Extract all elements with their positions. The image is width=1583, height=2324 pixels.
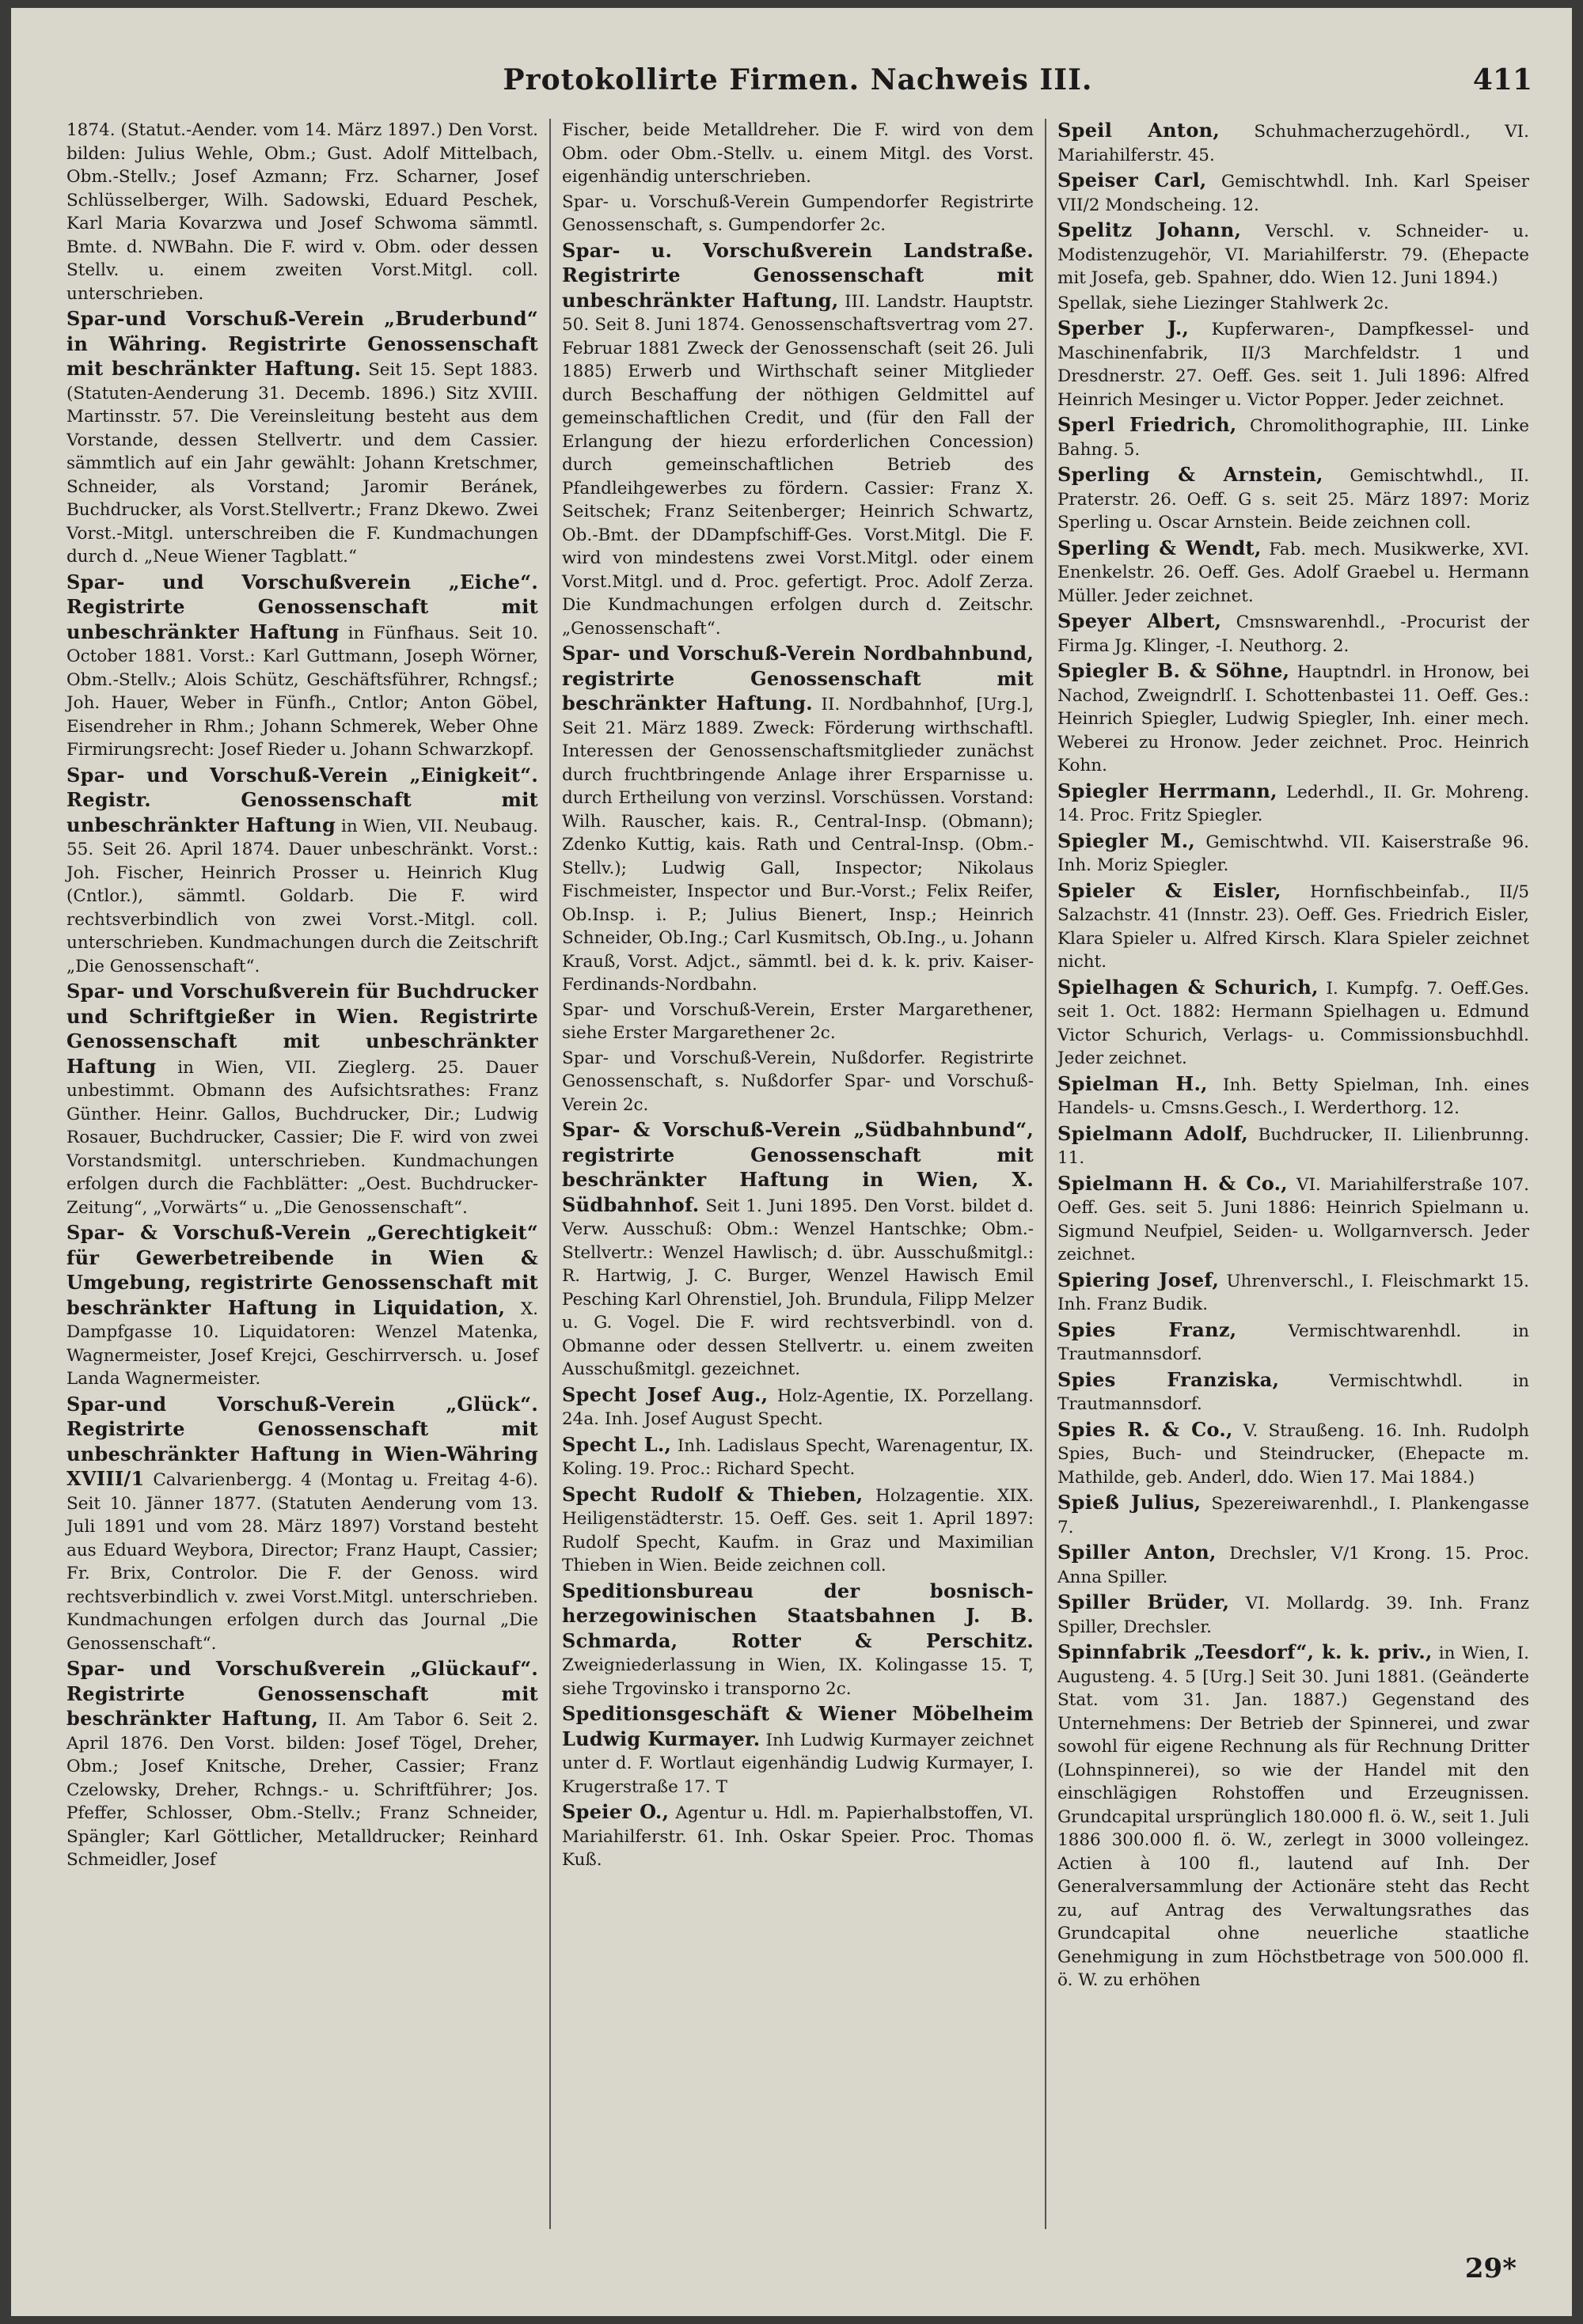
directory-entry — [66, 307, 538, 569]
directory-entry — [1057, 1590, 1529, 1639]
entry-text: Vermischtwhdl. in Trautmannsdorf. — [1057, 1371, 1529, 1414]
entry-headword: Spelitz Johann, — [1057, 218, 1242, 241]
entry-text: in Fünfhaus. Seit 10. October 1881. Vorst.: Karl Guttmann, Joseph Wörner, Obm.-Stellv.; Alois Schütz, Geschäftsführer, Rchngsf.; Joh. Hauer, Weber in Fünfh., Cntlor; Anton Göbel, Eisendreher in Rhm.; Johann Schmerek, Weber Ohne Firmirungsrecht: Josef Rieder u. Johann Schwarzkopf. — [66, 623, 538, 760]
directory-entry — [562, 1383, 1034, 1431]
entry-headword: Specht Josef Aug., — [562, 1382, 769, 1406]
entry-headword: Sperling & Arnstein, — [1057, 463, 1323, 486]
directory-entry — [1057, 169, 1529, 217]
entry-text: Hornfischbeinfab., II/5 Salzachstr. 41 (Innstr. 23). Oeff. Ges. Friedrich Eisler, Klara Spieler u. Alfred Kirsch. Klara Spieler zeichnet nicht. — [1057, 881, 1529, 972]
entry-text: Spar- u. Vorschuß-Verein Gumpendorfer Registrirte Genossenschaft, s. Gumpendorfer 2c. — [562, 191, 1034, 235]
entry-headword: Spiegler Herrmann, — [1057, 779, 1277, 802]
entry-text: in Wien, I. Augusteng. 4. 5 [Urg.] Seit 30. Juni 1881. (Geänderte Stat. vom 31. Jan. 1887.) Gegenstand des Unternehmens: Der Betrieb der Spinnerei, und zwar sowohl für eigene Rechnung als für Rechnung Dritter (Lohnspinnerei), so wie der Handel mit den einschlägigen Rohstoffen und Erzeugnissen. Grundcapital ursprünglich 180.000 fl. ö. W., seit 1. Juli 1886 300.000 fl. ö. W., zerlegt in 3000 volleingez. Actien à 100 fl., lautend auf Inh. Der Generalversammlung der Actionäre steht das Recht zu, auf Antrag des Verwaltungsrathes das Grundcapital ohne neuerliche staatliche Genehmigung in zum Höchstbetrage von 500.000 fl. ö. W. zu erhöhen — [1057, 1643, 1529, 1990]
entry-headword: Spar- & Vorschuß-Verein „Südbahnbund“, registrirte Genossenschaft mit beschränkter Haftung in Wien, X. Südbahnhof. — [562, 1118, 1034, 1216]
entry-text: X. Dampfgasse 10. Liquidatoren: Wenzel Matenka, Wagnermeister, Josef Krejci, Geschirrversch. u. Josef Landa Wagnermeister. — [66, 1298, 538, 1389]
directory-entry — [66, 119, 538, 305]
entry-text: VI. Mollardg. 39. Inh. Franz Spiller, Drechsler. — [1057, 1594, 1529, 1637]
entry-text: Vermischtwarenhdl. in Trautmannsdorf. — [1057, 1321, 1529, 1364]
entry-headword: Sperling & Wendt, — [1057, 536, 1262, 559]
entry-headword: Spiegler M., — [1057, 828, 1196, 852]
entry-headword: Sperl Friedrich, — [1057, 413, 1237, 436]
entry-text: Fischer, beide Metalldreher. Die F. wird von dem Obm. oder Obm.-Stellv. u. einem Mitgl. des Vorst. eigenhändig unterschrieben. — [562, 120, 1034, 187]
directory-entry — [66, 1221, 538, 1391]
entry-headword: Spies Franziska, — [1057, 1367, 1280, 1391]
entry-text: Spar- und Vorschuß-Verein, Nußdorfer. Registrirte Genossenschaft, s. Nußdorfer Spar- und Vorschuß-Verein 2c. — [562, 1048, 1034, 1115]
entry-text: Gemischtwhdl., II. Praterstr. 26. Oeff. G s. seit 25. März 1897: Moriz Sperling u. Oscar Arnstein. Beide zeichnen coll. — [1057, 466, 1529, 533]
directory-entry — [1057, 779, 1529, 828]
entry-text: Seit 1. Juni 1895. Den Vorst. bildet d. Verw. Ausschuß: Obm.: Wenzel Hantschke; Obm.-Stellvertr.: Wenzel Hawlisch; d. übr. Ausschußmitgl.: R. Hartwig, J. C. Burger, Wenzel Hawisch Emil Pesching Karl Ohrenstiel, Joh. Brundula, Filipp Melzer u. G. Vogel. Die F. wird rechtsverbindl. von d. Obmanne oder dessen Stellvertr. u. einem zweiten Ausschußmitgl. gezeichnet. — [562, 1196, 1034, 1379]
directory-entry — [1057, 1268, 1529, 1317]
entry-headword: Spar- und Vorschuß-Verein Nordbahnbund, registrirte Genossenschaft mit beschränkter Haftung. — [562, 642, 1034, 715]
directory-entry — [66, 571, 538, 762]
directory-entry — [562, 1702, 1034, 1799]
directory-entry — [1057, 1368, 1529, 1416]
directory-page — [11, 8, 1572, 2316]
directory-entry — [562, 239, 1034, 641]
page-header — [55, 63, 1540, 111]
directory-entry — [562, 1800, 1034, 1872]
entry-text: Gemischtwhd. VII. Kaiserstraße 96. Inh. Moriz Spiegler. — [1057, 832, 1529, 875]
entry-headword: Spar-und Vorschuß-Verein „Glück“. Registrirte Genossenschaft mit unbeschränkter Haftung in Wien-Währing XVIII/1 — [66, 1392, 538, 1490]
signature-mark: 29* — [1464, 2253, 1517, 2284]
entry-text: in Wien, VII. Zieglerg. 25. Dauer unbestimmt. Obmann des Aufsichtsrathes: Franz Günther. Heinr. Gallos, Buchdrucker, Dir.; Ludwig Rosauer, Buchdrucker, Cassier; Die F. wird von zwei Vorstandsmitgl. unterschrieben. Kundmachungen erfolgen durch die Fachblätter: „Oest. Buchdrucker-Zeitung“, „Vorwärts“ u. „Die Genossenschaft“. — [66, 1057, 538, 1218]
entry-headword: Speyer Albert, — [1057, 609, 1222, 632]
entry-headword: Speil Anton, — [1057, 119, 1220, 142]
directory-entry — [1057, 317, 1529, 411]
directory-entry — [1057, 536, 1529, 608]
directory-entry — [66, 1393, 538, 1656]
entry-text: Inh. Betty Spielman, Inh. eines Handels- u. Cmsns.Gesch., I. Werderthorg. 12. — [1057, 1075, 1530, 1118]
entry-text: V. Straußeng. 16. Inh. Rudolph Spies, Buch- und Steindrucker, (Ehepacte m. Mathilde, geb. Anderl, ddo. Wien 17. Mai 1884.) — [1057, 1420, 1529, 1488]
directory-entry — [562, 119, 1034, 189]
entry-text: Buchdrucker, II. Lilienbrunng. 11. — [1057, 1124, 1529, 1168]
entry-headword: Spielmann H. & Co., — [1057, 1171, 1288, 1195]
entry-text: 1874. (Statut.-Aender. vom 14. März 1897.) Den Vorst. bilden: Julius Wehle, Obm.; Gust. Adolf Mittelbach, Obm.-Stellv.; Josef Azmann; Frz. Scharner, Josef Schlüsselberger, Wilh. Sadowski, Eduard Peschek, Karl Maria Kovarzwa und Josef Schwoma sämmtl. Bmte. d. NWBahn. Die F. wird v. Obm. oder dessen Stellv. u. einem zweiten Vorst.Mitgl. coll. unterschrieben. — [66, 120, 538, 304]
entry-text: Drechsler, V/1 Krong. 15. Proc. Anna Spiller. — [1057, 1544, 1530, 1587]
directory-entry — [1057, 292, 1529, 316]
entry-text: Zweigniederlassung in Wien, IX. Kolingasse 15. T, siehe Trgovinsko i transporno 2c. — [562, 1655, 1034, 1699]
entry-text: Spellak, siehe Liezinger Stahlwerk 2c. — [1057, 293, 1389, 313]
entry-headword: Spar- und Vorschußverein für Buchdrucker und Schriftgießer in Wien. Registrirte Genossenschaft mit unbeschränkter Haftung — [66, 980, 538, 1078]
directory-entry — [562, 1118, 1034, 1382]
entry-headword: Spiller Brüder, — [1057, 1590, 1230, 1613]
entry-headword: Spar- & Vorschuß-Verein „Gerechtigkeit“ für Gewerbetreibende in Wien & Umgebung, registrirte Genossenschaft mit beschränkter Haftung in Liquidation, — [66, 1221, 538, 1319]
entry-text: Agentur u. Hdl. m. Papierhalbstoffen, VI. Mariahilferstr. 61. Inh. Oskar Speier. Proc. Thomas Kuß. — [562, 1803, 1034, 1870]
directory-entry — [562, 1433, 1034, 1481]
entry-text: Chromolithographie, III. Linke Bahng. 5. — [1057, 416, 1529, 460]
directory-entry — [1057, 1541, 1529, 1589]
directory-entry — [1057, 119, 1529, 167]
directory-entry — [562, 191, 1034, 237]
entry-headword: Spies R. & Co., — [1057, 1417, 1233, 1441]
directory-entry — [1057, 1122, 1529, 1170]
entry-text: Verschl. v. Schneider- u. Modistenzugehör, VI. Mariahilferstr. 79. (Ehepacte mit Josefa, geb. Spahner, ddo. Wien 12. Juni 1894.) — [1057, 222, 1529, 288]
directory-entry — [1057, 659, 1529, 778]
entry-headword: Speier O., — [562, 1800, 670, 1823]
entry-text: II. Nordbahnhof, [Urg.], Seit 21. März 1889. Zweck: Förderung wirthschaftl. Interessen der Genossenschaftsmitglieder zunächst durch fruchtbringende Anlage ihrer Ersparnisse u. durch Ertheilung von verzinsl. Vorschüssen. Vorstand: Wilh. Rauscher, kais. R., Central-Insp. (Obmann); Zdenko Kuttig, kais. Rath und Central-Insp. (Obm.-Stellv.); Ludwig Gall, Inspector; Nikolaus Fischmeister, Inspector und Bur.-Vorst.; Felix Reifer, Ob.Insp. i. P.; Julius Bienert, Insp.; Heinrich Schneider, Ob.Ing.; Carl Kusmitsch, Ob.Ing., u. Johann Krauß, Vorst. Adjct., sämmtl. bei d. k. k. priv. Kaiser-Ferdinands-Nordbahn. — [562, 695, 1034, 995]
entry-text: Uhrenverschl., I. Fleischmarkt 15. Inh. Franz Budik. — [1057, 1271, 1529, 1314]
directory-entry — [1057, 1491, 1529, 1539]
entry-text: III. Landstr. Hauptstr. 50. Seit 8. Juni 1874. Genossenschaftsvertrag vom 27. Februar 1881 Zweck der Genossenschaft (seit 26. Juli 1885) Erwerb und Wirthschaft seiner Mitglieder durch Beschaffung der nöthigen Geldmittel auf gemeinschaftlichen Credit, und (für den Fall der Erlangung der hiezu erforderlichen Concession) durch gemeinschaftlichen Betrieb des Pfandleihgewerbes zu fördern. Cassier: Franz X. Seitschek; Franz Seitenberger; Heinrich Schwartz, Ob.-Bmt. der DDampfschiff-Ges. Vorst.Mitgl. Die F. wird von mindestens zwei Vorst.Mitgl. oder einem Vorst.Mitgl. und d. Proc. gefertigt. Proc. Adolf Zerza. Die Kundmachungen erfolgen durch d. Zeitschr. „Genossenschaft“. — [562, 291, 1034, 639]
entry-text: Schuhmacherzugehördl., VI. Mariahilferstr. 45. — [1057, 122, 1529, 165]
entry-headword: Spielmann Adolf, — [1057, 1121, 1248, 1145]
directory-entry — [1057, 829, 1529, 878]
directory-entry — [66, 980, 538, 1219]
directory-entry — [1057, 1172, 1529, 1267]
entry-headword: Spar- und Vorschußverein „Eiche“. Registrirte Genossenschaft mit unbeschränkter Haftung — [66, 570, 538, 643]
entry-headword: Spar-und Vorschuß-Verein „Bruderbund“ in Währing. Registrirte Genossenschaft mit beschränkter Haftung. — [66, 307, 538, 380]
text-columns — [55, 119, 1540, 2229]
entry-text: Spezereiwarenhdl., I. Plankengasse 7. — [1057, 1494, 1529, 1537]
page-title: Protokollirte Firmen. Nachweis III. — [503, 63, 1093, 97]
entry-headword: Speditionsgeschäft & Wiener Möbelheim Ludwig Kurmayer. — [562, 1702, 1034, 1750]
entry-headword: Speiser Carl, — [1057, 169, 1207, 191]
directory-entry — [562, 1047, 1034, 1117]
entry-headword: Sperber J., — [1057, 317, 1190, 339]
directory-entry — [1057, 1072, 1529, 1120]
column-middle — [551, 119, 1046, 2229]
directory-entry — [66, 764, 538, 979]
directory-entry — [562, 1579, 1034, 1701]
entry-text: Inh Ludwig Kurmayer zeichnet unter d. F. Wortlaut eigenhändig Ludwig Kurmayer, I. Krugerstraße 17. T — [562, 1730, 1034, 1797]
entry-headword: Spielhagen & Schurich, — [1057, 975, 1319, 999]
entry-text: Kupferwaren-, Dampfkessel- und Maschinenfabrik, II/3 Marchfeldstr. 1 und Dresdnerstr. 27. Oeff. Ges. seit 1. Juli 1896: Alfred Heinrich Mesinger u. Victor Popper. Jeder zeichnet. — [1057, 320, 1529, 410]
entry-headword: Spar- und Vorschuß-Verein „Einigkeit“. Registr. Genossenschaft mit unbeschränkter Haftung — [66, 763, 538, 836]
entry-text: I. Kumpfg. 7. Oeff.Ges. seit 1. Oct. 1882: Hermann Spielhagen u. Edmund Victor Schurich, Verlags- u. Commissionsbuchhdl. Jeder zeichnet. — [1057, 978, 1529, 1068]
entry-text: Lederhdl., II. Gr. Mohreng. 14. Proc. Fritz Spiegler. — [1057, 782, 1529, 825]
entry-text: Cmsnswarenhdl., -Procurist der Firma Jg. Klinger, -I. Neuthorg. 2. — [1057, 612, 1529, 656]
directory-entry — [1057, 976, 1529, 1071]
directory-entry — [1057, 1418, 1529, 1490]
column-left — [55, 119, 551, 2229]
directory-entry — [562, 999, 1034, 1045]
entry-text: Inh. Ladislaus Specht, Warenagentur, IX. Koling. 19. Proc.: Richard Specht. — [562, 1435, 1034, 1479]
directory-entry — [1057, 879, 1529, 974]
entry-headword: Spielman H., — [1057, 1071, 1208, 1095]
entry-headword: Specht L., — [562, 1432, 672, 1456]
column-right — [1046, 119, 1540, 2229]
directory-entry — [1057, 463, 1529, 535]
entry-text: Fab. mech. Musikwerke, XVI. Enenkelstr. 26. Oeff. Ges. Adolf Graebel u. Hermann Müller. Jeder zeichnet. — [1057, 539, 1529, 606]
entry-text: Spar- und Vorschuß-Verein, Erster Margarethener, siehe Erster Margarethener 2c. — [562, 999, 1034, 1043]
directory-entry — [1057, 609, 1529, 658]
directory-entry — [1057, 1640, 1529, 1992]
directory-entry — [562, 1483, 1034, 1578]
entry-headword: Spieler & Eisler, — [1057, 878, 1281, 902]
entry-headword: Spieß Julius, — [1057, 1491, 1201, 1514]
entry-text: Hauptndrl. in Hronow, bei Nachod, Zweigndrlſ. I. Schottenbastei 11. Oeff. Ges.: Heinrich Spiegler, Ludwig Spiegler, Inh. einer mech. Weberei zu Hronow. Jeder zeichnet. Proc. Heinrich Kohn. — [1057, 662, 1529, 775]
entry-headword: Spiering Josef, — [1057, 1268, 1220, 1291]
directory-entry — [562, 642, 1034, 997]
entry-headword: Spinnfabrik „Teesdorf“, k. k. priv., — [1057, 1640, 1433, 1663]
entry-text: II. Am Tabor 6. Seit 2. April 1876. Den Vorst. bilden: Josef Tögel, Dreher, Obm.; Josef Knitsche, Dreher, Cassier; Franz Czelowsky, Dreher, Rchngs.- u. Schriftführer; Jos. Pfeffer, Schlosser, Obm.-Stellv.; Franz Schneider, Spängler; Karl Göttlicher, Metalldrucker; Reinhard Schmeidler, Josef — [66, 1710, 538, 1870]
entry-headword: Spiegler B. & Söhne, — [1057, 659, 1290, 682]
entry-text: VI. Mariahilferstraße 107. Oeff. Ges. seit 5. Juni 1886: Heinrich Spielmann u. Sigmund Neufpiel, Seiden- u. Wollgarnversch. Jeder zeichnet. — [1057, 1174, 1529, 1264]
entry-text: in Wien, VII. Neubaug. 55. Seit 26. April 1874. Dauer unbeschränkt. Vorst.: Joh. Fischer, Heinrich Prosser u. Heinrich Klug (Cntlor.), sämmtl. Goldarb. Die F. wird rechtsverbindlich von zwei Vorst.-Mitgl. coll. unterschrieben. Kundmachungen durch die Zeitschrift „Die Genossenschaft“. — [66, 816, 538, 976]
entry-headword: Spar- u. Vorschußverein Landstraße. Registrirte Genossenschaft mit unbeschränkter Haftung, — [562, 238, 1034, 312]
entry-headword: Spar- und Vorschußverein „Glückauf“. Registrirte Genossenschaft mit beschränkter Haftung, — [66, 1657, 538, 1730]
entry-headword: Spiller Anton, — [1057, 1541, 1217, 1564]
entry-headword: Speditionsbureau der bosnisch-herzegowinischen Staatsbahnen J. B. Schmarda, Rotter & Perschitz. — [562, 1579, 1034, 1652]
entry-text: Calvarienbergg. 4 (Montag u. Freitag 4-6). Seit 10. Jänner 1877. (Statuten Aenderung vom 13. Juli 1891 und vom 28. März 1897) Vorstand besteht aus Eduard Weybora, Director; Franz Haupt, Cassier; Fr. Brix, Controlor. Die F. der Genoss. wird rechtsverbindlich v. zwei Vorst.Mitgl. unterschrieben. Kundmachungen erfolgen durch das Journal „Die Genossenschaft“. — [66, 1470, 539, 1654]
entry-text: Holzagentie. XIX. Heiligenstädterstr. 15. Oeff. Ges. seit 1. April 1897: Rudolf Specht, Kaufm. in Graz und Maximilian Thieben in Wien. Beide zeichnen coll. — [562, 1485, 1034, 1575]
directory-entry — [1057, 1318, 1529, 1367]
directory-entry — [1057, 218, 1529, 290]
directory-entry — [1057, 413, 1529, 461]
entry-text: Gemischtwhdl. Inh. Karl Speiser VII/2 Mondscheing. 12. — [1057, 172, 1529, 215]
entry-text: Seit 15. Sept 1883. (Statuten-Aenderung 31. Decemb. 1896.) Sitz XVIII. Martinsstr. 57. Die Vereinsleitung besteht aus dem Vorstande, dessen Stellvertr. und dem Cassier. sämmtlich auf ein Jahr gewählt: Johann Kretschmer, Schneider, als Vorstand; Jaromir Beránek, Buchdrucker, als Vorst.Stellvertr.; Franz Dkewo. Zwei Vorst.-Mitgl. unterschreiben die F. Kundmachungen durch d. „Neue Wiener Tagblatt.“ — [66, 360, 538, 567]
page-number: 411 — [1472, 63, 1532, 97]
directory-entry — [66, 1657, 538, 1872]
entry-headword: Spies Franz, — [1057, 1317, 1237, 1341]
entry-text: Holz-Agentie, IX. Porzellang. 24a. Inh. Josef August Specht. — [562, 1386, 1034, 1429]
entry-headword: Specht Rudolf & Thieben, — [562, 1482, 864, 1506]
